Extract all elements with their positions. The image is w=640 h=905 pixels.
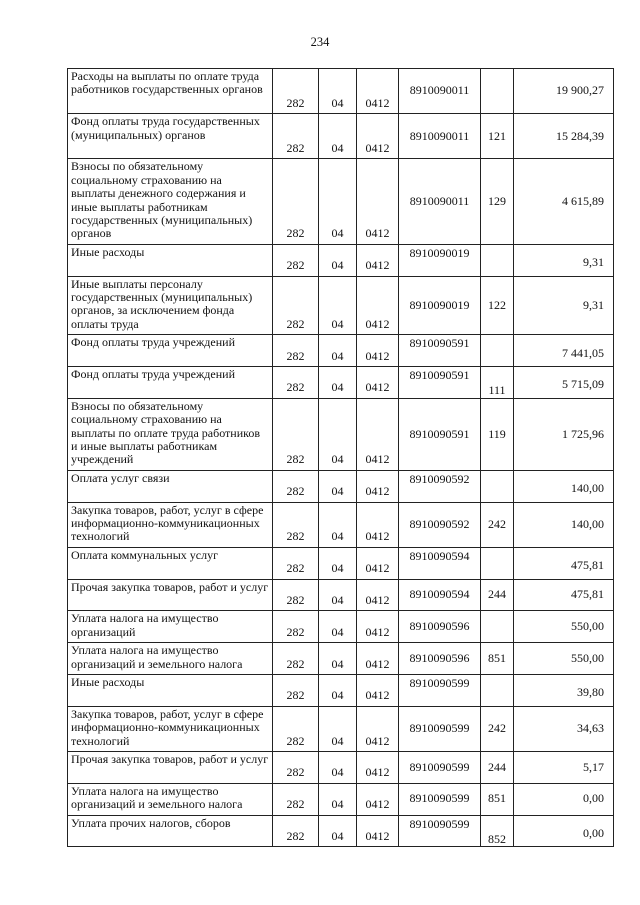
table-row xyxy=(68,674,614,706)
row-subsection-code: 0412 xyxy=(357,611,399,643)
table-row xyxy=(68,276,614,335)
row-target-article: 8910090591 xyxy=(399,366,481,398)
page-number: 234 xyxy=(310,35,330,49)
row-amount: 1 725,96 xyxy=(514,398,614,470)
row-expense-type: 851 xyxy=(481,783,514,815)
row-ved-code: 282 xyxy=(273,674,319,706)
row-subsection-code: 0412 xyxy=(357,502,399,547)
row-target-article: 8910090599 xyxy=(399,674,481,706)
row-subsection-code: 0412 xyxy=(357,783,399,815)
row-subsection-code: 0412 xyxy=(357,114,399,159)
row-target-article: 8910090594 xyxy=(399,579,481,611)
row-name: Расходы на выплаты по оплате труда работников государственных органов xyxy=(68,69,273,114)
row-expense-type: 119 xyxy=(481,398,514,470)
row-section-code: 04 xyxy=(319,398,357,470)
row-ved-code: 282 xyxy=(273,611,319,643)
table-row xyxy=(68,114,614,159)
row-expense-type: 851 xyxy=(481,643,514,675)
row-amount: 5 715,09 xyxy=(514,366,614,398)
row-name: Иные расходы xyxy=(68,674,273,706)
table-row xyxy=(68,611,614,643)
row-amount: 9,31 xyxy=(514,276,614,335)
row-ved-code: 282 xyxy=(273,159,319,244)
row-target-article: 8910090596 xyxy=(399,643,481,675)
table-row xyxy=(68,335,614,367)
row-ved-code: 282 xyxy=(273,643,319,675)
row-subsection-code: 0412 xyxy=(357,674,399,706)
table-row xyxy=(68,159,614,244)
row-target-article: 8910090591 xyxy=(399,398,481,470)
table-row xyxy=(68,502,614,547)
row-name: Уплата налога на имущество организаций и земельного налога xyxy=(68,643,273,675)
row-target-article: 8910090592 xyxy=(399,470,481,502)
row-expense-type xyxy=(481,335,514,367)
table-row xyxy=(68,783,614,815)
row-section-code: 04 xyxy=(319,706,357,751)
row-target-article: 8910090019 xyxy=(399,244,481,276)
table-row xyxy=(68,470,614,502)
table-row xyxy=(68,547,614,579)
budget-table xyxy=(67,68,614,847)
row-name: Взносы по обязательному социальному страхованию на выплаты по оплате труда работников и иные выплаты работникам учреждений xyxy=(68,398,273,470)
row-amount: 475,81 xyxy=(514,579,614,611)
row-expense-type: 242 xyxy=(481,502,514,547)
row-ved-code: 282 xyxy=(273,547,319,579)
table-row xyxy=(68,244,614,276)
row-section-code: 04 xyxy=(319,547,357,579)
row-ved-code: 282 xyxy=(273,69,319,114)
row-section-code: 04 xyxy=(319,470,357,502)
row-subsection-code: 0412 xyxy=(357,751,399,783)
row-amount: 550,00 xyxy=(514,643,614,675)
row-target-article: 8910090599 xyxy=(399,751,481,783)
row-amount: 140,00 xyxy=(514,502,614,547)
row-subsection-code: 0412 xyxy=(357,643,399,675)
row-target-article: 8910090011 xyxy=(399,69,481,114)
row-name: Иные выплаты персоналу государственных (муниципальных) органов, за исключением фонда оплаты труда xyxy=(68,276,273,335)
row-section-code: 04 xyxy=(319,335,357,367)
row-section-code: 04 xyxy=(319,611,357,643)
row-target-article: 8910090019 xyxy=(399,276,481,335)
row-expense-type: 129 xyxy=(481,159,514,244)
row-name: Закупка товаров, работ, услуг в сфере информационно-коммуникационных технологий xyxy=(68,502,273,547)
row-ved-code: 282 xyxy=(273,706,319,751)
row-ved-code: 282 xyxy=(273,366,319,398)
row-expense-type: 242 xyxy=(481,706,514,751)
row-expense-type xyxy=(481,611,514,643)
row-target-article: 8910090011 xyxy=(399,159,481,244)
row-amount: 550,00 xyxy=(514,611,614,643)
row-ved-code: 282 xyxy=(273,335,319,367)
row-ved-code: 282 xyxy=(273,114,319,159)
table-row xyxy=(68,706,614,751)
row-name: Прочая закупка товаров, работ и услуг xyxy=(68,579,273,611)
row-name: Фонд оплаты труда учреждений xyxy=(68,366,273,398)
row-subsection-code: 0412 xyxy=(357,159,399,244)
row-ved-code: 282 xyxy=(273,502,319,547)
row-amount: 0,00 xyxy=(514,815,614,847)
row-expense-type: 122 xyxy=(481,276,514,335)
row-amount: 140,00 xyxy=(514,470,614,502)
row-amount: 19 900,27 xyxy=(514,69,614,114)
row-ved-code: 282 xyxy=(273,815,319,847)
row-amount: 5,17 xyxy=(514,751,614,783)
table-row xyxy=(68,643,614,675)
table-body xyxy=(68,69,614,847)
table-row xyxy=(68,815,614,847)
row-subsection-code: 0412 xyxy=(357,366,399,398)
row-name: Закупка товаров, работ, услуг в сфере информационно-коммуникационных технологий xyxy=(68,706,273,751)
row-section-code: 04 xyxy=(319,674,357,706)
row-amount: 4 615,89 xyxy=(514,159,614,244)
row-name: Уплата прочих налогов, сборов xyxy=(68,815,273,847)
row-expense-type xyxy=(481,547,514,579)
table-row xyxy=(68,69,614,114)
row-subsection-code: 0412 xyxy=(357,398,399,470)
row-section-code: 04 xyxy=(319,643,357,675)
table-row xyxy=(68,398,614,470)
row-section-code: 04 xyxy=(319,114,357,159)
row-expense-type xyxy=(481,674,514,706)
table-row xyxy=(68,579,614,611)
row-name: Оплата коммунальных услуг xyxy=(68,547,273,579)
row-section-code: 04 xyxy=(319,276,357,335)
table-row xyxy=(68,751,614,783)
row-expense-type: 244 xyxy=(481,751,514,783)
row-target-article: 8910090599 xyxy=(399,706,481,751)
row-ved-code: 282 xyxy=(273,398,319,470)
row-expense-type: 244 xyxy=(481,579,514,611)
row-subsection-code: 0412 xyxy=(357,706,399,751)
row-amount: 39,80 xyxy=(514,674,614,706)
row-section-code: 04 xyxy=(319,69,357,114)
row-name: Фонд оплаты труда учреждений xyxy=(68,335,273,367)
row-amount: 15 284,39 xyxy=(514,114,614,159)
row-target-article: 8910090591 xyxy=(399,335,481,367)
row-section-code: 04 xyxy=(319,783,357,815)
row-subsection-code: 0412 xyxy=(357,69,399,114)
row-expense-type: 111 xyxy=(481,366,514,398)
row-section-code: 04 xyxy=(319,159,357,244)
row-section-code: 04 xyxy=(319,751,357,783)
row-ved-code: 282 xyxy=(273,783,319,815)
row-expense-type: 121 xyxy=(481,114,514,159)
row-subsection-code: 0412 xyxy=(357,244,399,276)
row-amount: 7 441,05 xyxy=(514,335,614,367)
row-target-article: 8910090011 xyxy=(399,114,481,159)
row-section-code: 04 xyxy=(319,502,357,547)
row-expense-type: 852 xyxy=(481,815,514,847)
row-section-code: 04 xyxy=(319,244,357,276)
row-name: Уплата налога на имущество организаций xyxy=(68,611,273,643)
row-ved-code: 282 xyxy=(273,276,319,335)
table-row xyxy=(68,366,614,398)
row-subsection-code: 0412 xyxy=(357,815,399,847)
row-section-code: 04 xyxy=(319,366,357,398)
row-name: Взносы по обязательному социальному страхованию на выплаты денежного содержания и иные выплаты работникам государственных (муниципальных) органов xyxy=(68,159,273,244)
row-amount: 9,31 xyxy=(514,244,614,276)
row-name: Уплата налога на имущество организаций и земельного налога xyxy=(68,783,273,815)
row-target-article: 8910090594 xyxy=(399,547,481,579)
row-subsection-code: 0412 xyxy=(357,579,399,611)
row-name: Прочая закупка товаров, работ и услуг xyxy=(68,751,273,783)
row-subsection-code: 0412 xyxy=(357,547,399,579)
row-name: Иные расходы xyxy=(68,244,273,276)
row-subsection-code: 0412 xyxy=(357,276,399,335)
row-name: Оплата услуг связи xyxy=(68,470,273,502)
row-ved-code: 282 xyxy=(273,579,319,611)
row-target-article: 8910090596 xyxy=(399,611,481,643)
row-ved-code: 282 xyxy=(273,470,319,502)
row-name: Фонд оплаты труда государственных (муниципальных) органов xyxy=(68,114,273,159)
row-target-article: 8910090599 xyxy=(399,783,481,815)
row-subsection-code: 0412 xyxy=(357,335,399,367)
row-amount: 475,81 xyxy=(514,547,614,579)
row-section-code: 04 xyxy=(319,579,357,611)
row-target-article: 8910090599 xyxy=(399,815,481,847)
row-ved-code: 282 xyxy=(273,751,319,783)
row-target-article: 8910090592 xyxy=(399,502,481,547)
row-ved-code: 282 xyxy=(273,244,319,276)
row-section-code: 04 xyxy=(319,815,357,847)
row-subsection-code: 0412 xyxy=(357,470,399,502)
row-expense-type xyxy=(481,470,514,502)
row-expense-type xyxy=(481,69,514,114)
row-amount: 34,63 xyxy=(514,706,614,751)
row-expense-type xyxy=(481,244,514,276)
row-amount: 0,00 xyxy=(514,783,614,815)
